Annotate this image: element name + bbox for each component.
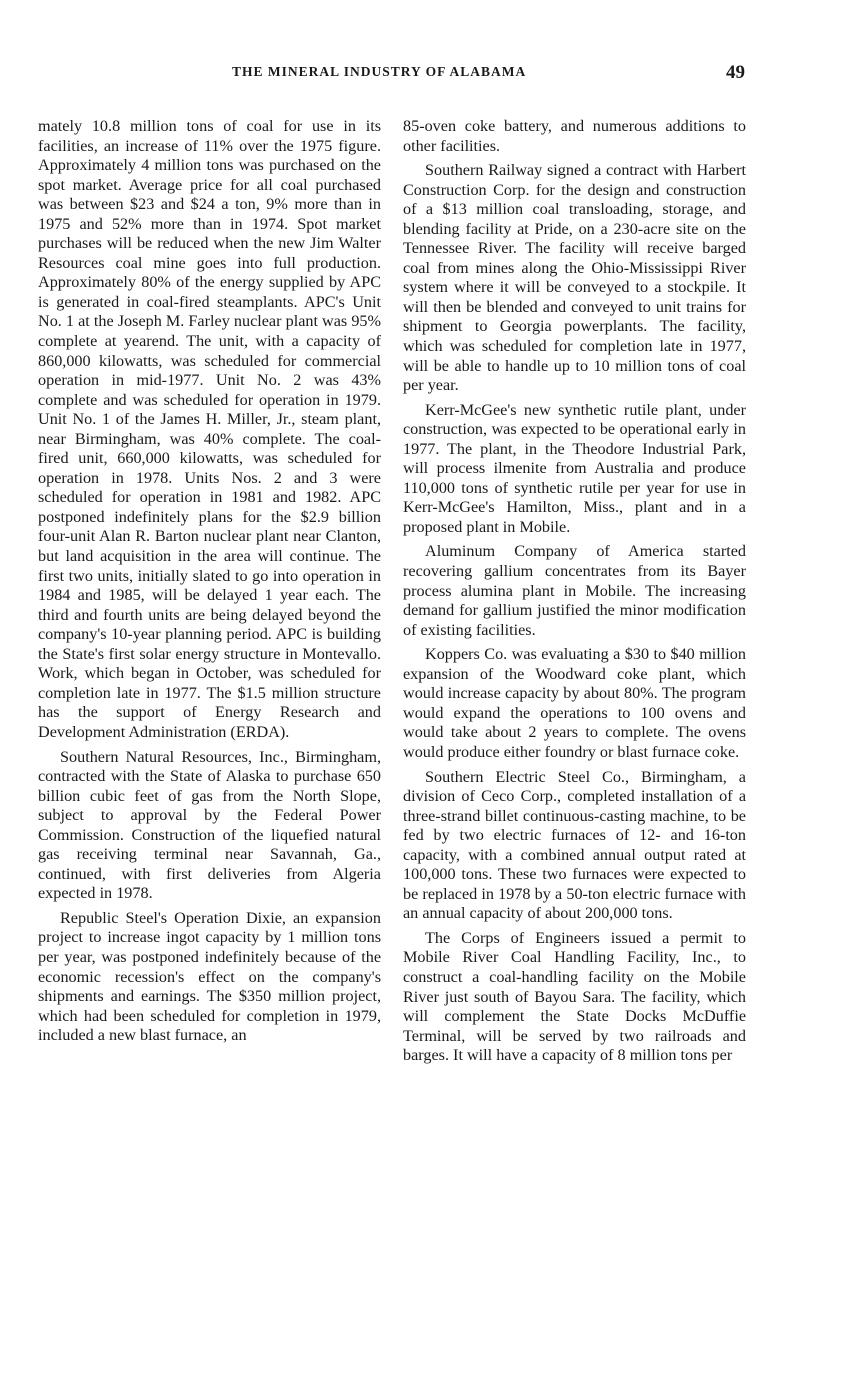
paragraph-southern-natural-resources: Southern Natural Resources, Inc., Birmingham, contracted with the State of Alaska to purchase 650 billion cubic feet of gas from the North Slope, subject to approval by the Federal Power Commission. Construction of the liquefied natural gas receiving terminal near Savannah, Ga., continued, with first deliveries from Algeria expected in 1978. — [38, 747, 381, 903]
paragraph-apc-coal: mately 10.8 million tons of coal for use in its facilities, an increase of 11% over the 1975 figure. Approximately 4 million tons was purchased on the spot market. Average price for all coal purchased was between $23 and $24 a ton, 9% more than in 1975 and 52% more than in 1974. Spot market purchases will be reduced when the new Jim Walter Resources coal mine goes into full production. Approximately 80% of the energy supplied by APC is generated in coal-fired steamplants. APC's Unit No. 1 at the Joseph M. Farley nuclear plant was 95% complete at yearend. The unit, with a capacity of 860,000 kilowatts, was scheduled for commercial operation in mid-1977. Unit No. 2 was 43% complete and was scheduled for operation in 1979. Unit No. 1 of the James H. Miller, Jr., steam plant, near Birmingham, was 40% complete. The coal-fired unit, 660,000 kilowatts, was scheduled for operation in 1978. Units Nos. 2 and 3 were scheduled for operation in 1981 and 1982. APC postponed indefinitely plans for the $2.9 billion four-unit Alan R. Barton nuclear plant near Clanton, but land acquisition in the area will continue. The first two units, initially slated to go into operation in 1984 and 1985, will be delayed 1 year each. The third and fourth units are being delayed beyond the company's 10-year planning period. APC is building the State's first solar energy structure in Montevallo. Work, which began in October, was scheduled for completion late in 1977. The $1.5 million structure has the support of Energy Research and Development Administration (ERDA). — [38, 117, 381, 741]
running-title: THE MINERAL INDUSTRY OF ALABAMA — [232, 64, 527, 79]
paragraph-republic-steel: Republic Steel's Operation Dixie, an expansion project to increase ingot capacity by 1 million tons per year, was postponed indefinitely because of the economic recession's effect on the company's shipments and earnings. The $350 million project, which had been scheduled for completion in 1979, included a new blast furnace, an — [38, 908, 381, 1045]
paragraph-koppers: Koppers Co. was evaluating a $30 to $40 million expansion of the Woodward coke plant, which would increase capacity by about 80%. The program would expand the operations to 100 ovens and would take about 2 years to complete. The ovens would produce either foundry or blast furnace coke. — [403, 645, 746, 761]
paragraph-kerr-mcgee: Kerr-McGee's new synthetic rutile plant, under construction, was expected to be operational early in 1977. The plant, in the Theodore Industrial Park, will process ilmenite from Australia and produce 110,000 tons of synthetic rutile per year for use in Kerr-McGee's Hamilton, Miss., plant and in a proposed plant in Mobile. — [403, 400, 746, 536]
left-column — [38, 117, 381, 1046]
paragraph-coke-battery-continued: 85-oven coke battery, and numerous additions to other facilities. — [403, 117, 746, 155]
paragraph-southern-electric-steel: Southern Electric Steel Co., Birmingham, a division of Ceco Corp., completed installation of a three-strand billet continuous-casting machine, to be fed by two electric furnaces of 12- and 16-ton capacity, with a combined annual output rated at 100,000 tons. These two furnaces were expected to be replaced in 1978 by a 50-ton electric furnace with an annual capacity of about 200,000 tons. — [403, 767, 746, 923]
paragraph-corps-of-engineers: The Corps of Engineers issued a permit to Mobile River Coal Handling Facility, Inc., to construct a coal-handling facility on the Mobile River just south of Bayou Sara. The facility, which will complement the State Docks McDuffie Terminal, will be served by two railroads and barges. It will have a capacity of 8 million tons per — [403, 928, 746, 1065]
right-column — [403, 117, 746, 1066]
page-header — [0, 62, 855, 92]
page-number: 49 — [726, 62, 745, 83]
paragraph-alcoa-gallium: Aluminum Company of America started recovering gallium concentrates from its Bayer process alumina plant in Mobile. The increasing demand for gallium justified the minor modification of existing facilities. — [403, 542, 746, 639]
paragraph-southern-railway: Southern Railway signed a contract with Harbert Construction Corp. for the design and construction of a $13 million coal transloading, storage, and blending facility at Pride, on a 230-acre site on the Tennessee River. The facility will receive barged coal from mines along the Ohio-Mississippi River system where it will be conveyed to a stockpile. It will then be blended and conveyed to unit trains for shipment to Georgia powerplants. The facility, which was scheduled for completion late in 1977, will be able to handle up to 10 million tons of coal per year. — [403, 161, 746, 395]
